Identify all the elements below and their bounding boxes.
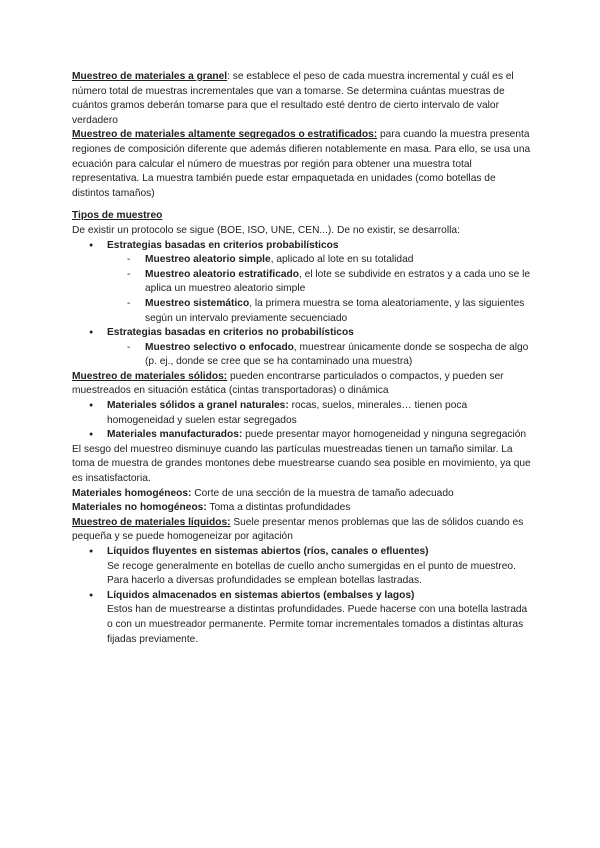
heading-segregados: Muestreo de materiales altamente segregados o estratificados: bbox=[72, 129, 378, 141]
paragraph-solidos: Muestreo de materiales sólidos: pueden encontrarse particulados o compactos, y pueden ser muestreados en situación estática (cintas transportadoras) o dinámica bbox=[72, 370, 504, 397]
paragraph-liquidos: Muestreo de materiales líquidos: Suele presentar menos problemas que las de sólidos cuando es pequeña y se puede homogeneizar por agitación bbox=[72, 516, 524, 543]
heading-granel: Muestreo de materiales a granel bbox=[72, 71, 228, 82]
text-segregados: para cuando la muestra presenta regiones de composición diferente que además difieren notablemente en masa. Para ello, se usa una ecuación para calcular el número de muestras por región para obtener una muestra total representativa. La muestra también puede estar empaquetada en unidades (como botellas de distintos tamaños) bbox=[72, 129, 531, 199]
list-item-probabilistic: ● Estrategias basadas en criterios probabilísticos bbox=[72, 239, 532, 254]
paragraph-homogeneos: Materiales homogéneos: Corte de una sección de la muestra de tamaño adecuado bbox=[72, 487, 454, 499]
list-solidos bbox=[72, 399, 532, 443]
heading-tipos: Tipos de muestreo bbox=[72, 210, 163, 222]
list-item-almacenados: ● Líquidos almacenados en sistemas abiertos (embalses y lagos) bbox=[72, 589, 532, 604]
list-strategies bbox=[72, 239, 532, 370]
paragraph-no-homogeneos: Materiales no homogéneos: Toma a distintas profundidades bbox=[72, 502, 351, 514]
heading-solidos: Muestreo de materiales sólidos: bbox=[72, 370, 228, 382]
list-item-non-probabilistic: ● Estrategias basadas en criterios no probabilísticos bbox=[72, 326, 532, 341]
list-item-subitem: - Muestreo aleatorio simple, aplicado al lote en su totalidad bbox=[72, 253, 532, 268]
text-tipos-intro: De existir un protocolo se sigue (BOE, ISO, UNE, CEN...). De no existir, se desarrolla: bbox=[72, 224, 460, 236]
list-item: ● Materiales sólidos a granel naturales: rocas, suelos, minerales… tienen poca homogeneidad y suelen estar segregados bbox=[72, 399, 532, 428]
list-liquidos bbox=[72, 545, 532, 647]
document-page bbox=[72, 70, 532, 647]
list-item-subitem: - Muestreo selectivo o enfocado, muestrear únicamente donde se sospecha de algo (p. ej., donde se cree que se ha contaminado una muestra) bbox=[72, 341, 532, 370]
list-item-detail: Se recoge generalmente en botellas de cuello ancho sumergidas en el punto de muestreo. Para hacerlo a diversas profundidades se emplean botellas lastradas. bbox=[107, 560, 516, 587]
list-item-fluyentes: ● Líquidos fluyentes en sistemas abiertos (ríos, canales o efluentes) bbox=[72, 545, 532, 560]
list-item-detail: Estos han de muestrearse a distintas profundidades. Puede hacerse con una botella lastrada o con un muestreador permanente. Permite tomar incrementales tomados a distintas alturas fijadas previamente. bbox=[107, 604, 528, 645]
list-item-subitem: - Muestreo aleatorio estratificado, el lote se subdivide en estratos y a cada uno se le aplica un muestreo aleatorio simple bbox=[72, 268, 532, 297]
heading-liquidos: Muestreo de materiales líquidos: bbox=[72, 516, 231, 528]
list-item-subitem: - Muestreo sistemático, la primera muestra se toma aleatoriamente, y las siguientes según un intervalo previamente secuenciado bbox=[72, 297, 532, 326]
paragraph-sesgo: El sesgo del muestreo disminuye cuando las partículas muestreadas tienen un tamaño similar. La toma de muestra de grandes montones debe muestrearse cuando sea posible en movimiento, ya que es insatisfactoria. bbox=[72, 443, 531, 485]
text-granel: : se establece el peso de cada muestra incremental y cuál es el número total de muestras incrementales que van a tomarse. Se determina cuántas muestras de cuántos gramos deberán tomarse para que el resultado esté dentro de cierto intervalo de valor verdadero bbox=[72, 71, 514, 126]
list-item: ● Materiales manufacturados: puede presentar mayor homogeneidad y ninguna segregación bbox=[72, 428, 532, 443]
paragraph-segregados bbox=[72, 128, 532, 201]
paragraph-granel bbox=[72, 70, 532, 128]
